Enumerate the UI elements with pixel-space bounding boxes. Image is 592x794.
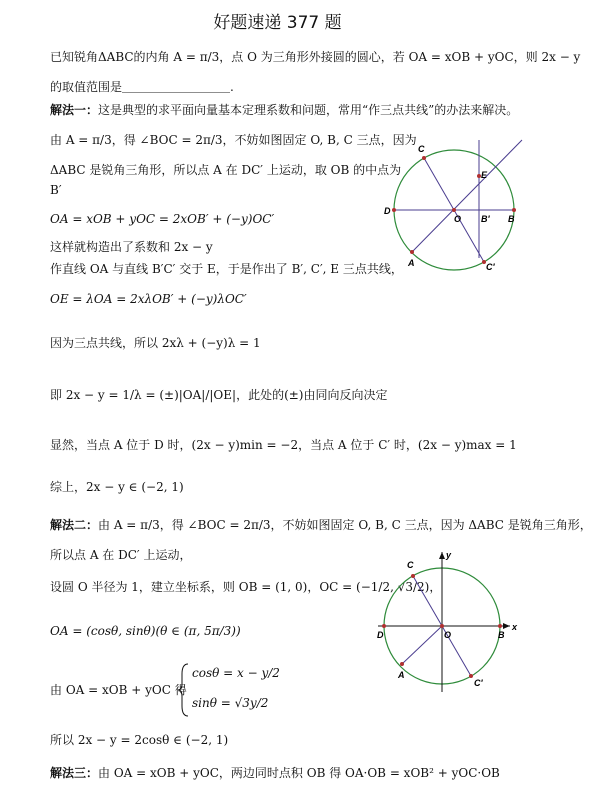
figure-2-point-o <box>440 624 444 628</box>
problem-line-2: 的取值范围是＿＿＿＿＿＿＿＿＿. <box>50 80 234 94</box>
figure-1-label-c: C <box>418 144 425 154</box>
solution-1-step-1: 由 A = π/3，得 ∠BOC = 2π/3，不妨如图固定 O, B, C 三点，因为 <box>50 133 417 147</box>
solution-1-heading: 解法一： <box>50 103 99 117</box>
figure-2-point-b <box>498 624 502 628</box>
figure-1-point-o <box>452 208 456 212</box>
solution-1-step-6: 因为三点共线，所以 2xλ + (−y)λ = 1 <box>50 336 261 350</box>
solution-1-step-7: 即 2x − y = 1/λ = (±)|OA|/|OE|，此处的(±)由同向反向决定 <box>50 388 388 402</box>
figure-2-label-d: D <box>377 630 384 640</box>
figure-2-point-a <box>400 662 404 666</box>
figure-1-label-bp: B′ <box>481 214 490 224</box>
figure-2-point-d <box>382 624 386 628</box>
figure-1-label-cp: C′ <box>486 262 495 272</box>
figure-2-x-arrow <box>503 623 510 629</box>
solution-2-conclusion: 所以 2x − y = 2cosθ ∈ (−2, 1) <box>50 733 229 747</box>
figure-2-label-cp: C′ <box>474 678 483 688</box>
equation-system <box>180 660 290 720</box>
solution-2-step-1: 由 A = π/3，得 ∠BOC = 2π/3，不妨如图固定 O, B, C 三点，因为 ΔABC 是锐角三角形， <box>98 518 592 532</box>
solution-2-step-3: 设圆 O 半径为 1，建立坐标系，则 OB = (1, 0)，OC = (−1/2, √3/2)， <box>50 580 442 594</box>
figure-2-label-y: y <box>446 550 452 560</box>
figure-2-label-c: C <box>407 560 414 570</box>
figure-2-point-cp <box>469 674 473 678</box>
figure-2 <box>378 548 538 698</box>
solution-1-step-2: ΔABC 是锐角三角形，所以点 A 在 DC′ 上运动，取 OB 的中点为 <box>50 163 402 177</box>
figure-2-label-a: A <box>398 670 405 680</box>
solution-1-intro: 这是典型的求平面向量基本定理系数和问题，常用“作三点共线”的办法来解决。 <box>98 103 519 117</box>
figure-1 <box>382 138 542 278</box>
system-equation-1: cosθ = x − y/2 <box>192 666 280 680</box>
solution-1-conclusion: 综上，2x − y ∈ (−2, 1) <box>50 480 184 494</box>
solution-1-step-8: 显然，当点 A 位于 D 时，(2x − y)min = −2，当点 A 位于 C′ 时，(2x − y)max = 1 <box>50 438 517 452</box>
figure-2-label-b: B <box>498 630 505 640</box>
figure-1-point-d <box>392 208 396 212</box>
solution-2-heading: 解法二： <box>50 518 99 532</box>
figure-2-y-arrow <box>439 552 445 559</box>
solution-3-step-1: 由 OA = xOB + yOC，两边同时点积 OB 得 OA·OB = xOB² + yOC·OB <box>98 766 500 780</box>
figure-2-point-c <box>411 574 415 578</box>
figure-1-label-e: E <box>481 170 488 180</box>
solution-3-heading: 解法三： <box>50 766 99 780</box>
figure-1-label-b: B <box>508 214 515 224</box>
solution-2-step-4: OA = (cosθ, sinθ)(θ ∈ (π, 5π/3)) <box>50 624 241 638</box>
solution-1-equation-1: OA = xOB + yOC = 2xOB′ + (−y)OC′ <box>50 212 275 226</box>
figure-1-point-c <box>422 156 426 160</box>
solution-1-step-5: 作直线 OA 与直线 B′C′ 交于 E，于是作出了 B′, C′, E 三点共线， <box>50 262 403 276</box>
figure-2-line-oa <box>402 626 442 664</box>
solution-1-step-3: B′ <box>50 183 62 197</box>
figure-1-line-oa <box>412 140 522 252</box>
figure-1-point-b <box>512 208 516 212</box>
problem-line-1: 已知锐角ΔABC的内角 A = π/3，点 O 为三角形外接圆的圆心，若 OA = xOB + yOC，则 2x − y <box>50 50 581 64</box>
solution-2-step-2: 所以点 A 在 DC′ 上运动， <box>50 548 192 562</box>
figure-1-label-o: O <box>454 214 462 224</box>
page-title: 好题速递 377 题 <box>213 13 342 33</box>
figure-1-diagram <box>382 138 542 278</box>
solution-1-equation-2: OE = λOA = 2xλOB′ + (−y)λOC′ <box>50 292 247 306</box>
solution-2-step-5: 由 OA = xOB + yOC 得 <box>50 683 187 697</box>
solution-1-step-4: 这样就构造出了系数和 2x − y <box>50 240 213 254</box>
system-equation-2: sinθ = √3y/2 <box>192 696 269 710</box>
figure-1-point-a <box>410 250 414 254</box>
figure-1-label-a: A <box>408 258 415 268</box>
figure-2-diagram <box>378 548 538 698</box>
figure-2-label-o: O <box>444 630 452 640</box>
figure-1-label-d: D <box>384 206 391 216</box>
figure-2-label-x: x <box>512 622 518 632</box>
